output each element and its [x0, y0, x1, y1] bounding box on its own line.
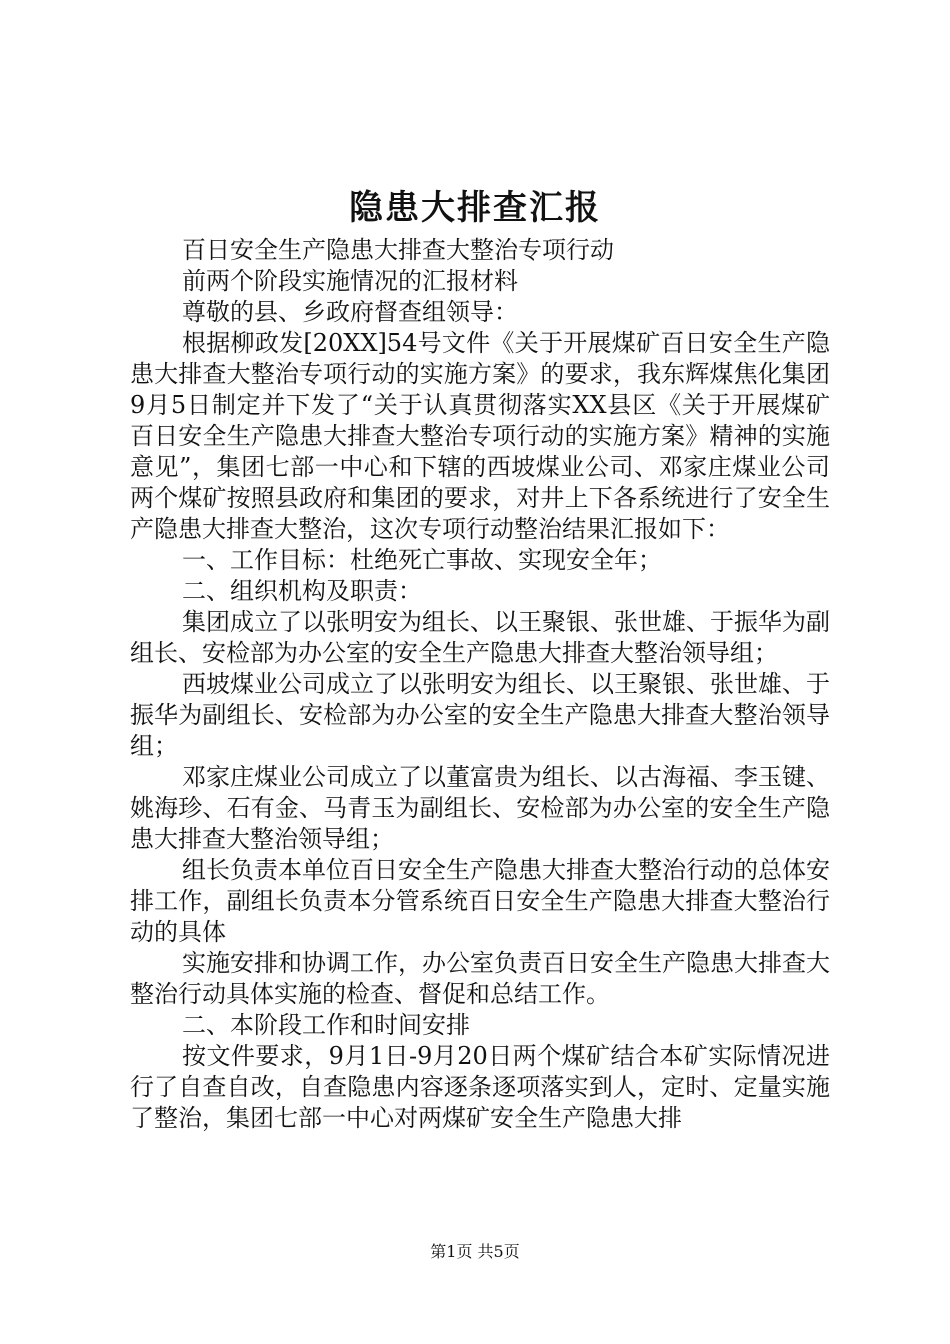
- paragraph: 二、本阶段工作和时间安排: [182, 1011, 470, 1039]
- paragraph: 尊敬的县、乡政府督查组领导：: [182, 298, 518, 326]
- paragraph: 二、组织机构及职责：: [182, 577, 422, 605]
- paragraph: 集团成立了以张明安为组长、以王聚银、张世雄、于振华为副组长、安检部为办公室的安全生产隐患大排查大整治领导组；: [130, 608, 830, 667]
- paragraph: 实施安排和协调工作，办公室负责百日安全生产隐患大排查大整治行动具体实施的检查、督促和总结工作。: [130, 949, 830, 1008]
- paragraph: 根据柳政发[20XX]54号文件《关于开展煤矿百日安全生产隐患大排查大整治专项行动的实施方案》的要求，我东辉煤焦化集团9月5日制定并下发了“关于认真贯彻落实XX县区《关于开展煤矿百日安全生产隐患大排查大整治专项行动的实施方案》精神的实施意见”，集团七部一中心和下辖的西坡煤业公司、邓家庄煤业公司两个煤矿按照县政府和集团的要求，对井上下各系统进行了安全生产隐患大排查大整治，这次专项行动整治结果汇报如下：: [130, 329, 830, 543]
- paragraph: 西坡煤业公司成立了以张明安为组长、以王聚银、张世雄、于振华为副组长、安检部为办公室的安全生产隐患大排查大整治领导组；: [130, 670, 830, 760]
- paragraph: 前两个阶段实施情况的汇报材料: [182, 267, 518, 295]
- paragraph: 按文件要求，9月1日-9月20日两个煤矿结合本矿实际情况进行了自查自改，自查隐患内容逐条逐项落实到人，定时、定量实施了整治，集团七部一中心对两煤矿安全生产隐患大排: [130, 1042, 830, 1132]
- document-body: [130, 235, 830, 1134]
- page-footer: 第1页 共5页: [430, 1242, 520, 1261]
- paragraph: 组长负责本单位百日安全生产隐患大排查大整治行动的总体安排工作，副组长负责本分管系统百日安全生产隐患大排查大整治行动的具体: [130, 856, 830, 946]
- paragraph: 邓家庄煤业公司成立了以董富贵为组长、以古海福、李玉键、姚海珍、石有金、马青玉为副组长、安检部为办公室的安全生产隐患大排查大整治领导组；: [130, 763, 830, 853]
- paragraph: 百日安全生产隐患大排查大整治专项行动: [182, 236, 614, 264]
- paragraph: 一、工作目标：杜绝死亡事故、实现安全年；: [182, 546, 662, 574]
- document-title: 隐患大排查汇报: [349, 188, 601, 228]
